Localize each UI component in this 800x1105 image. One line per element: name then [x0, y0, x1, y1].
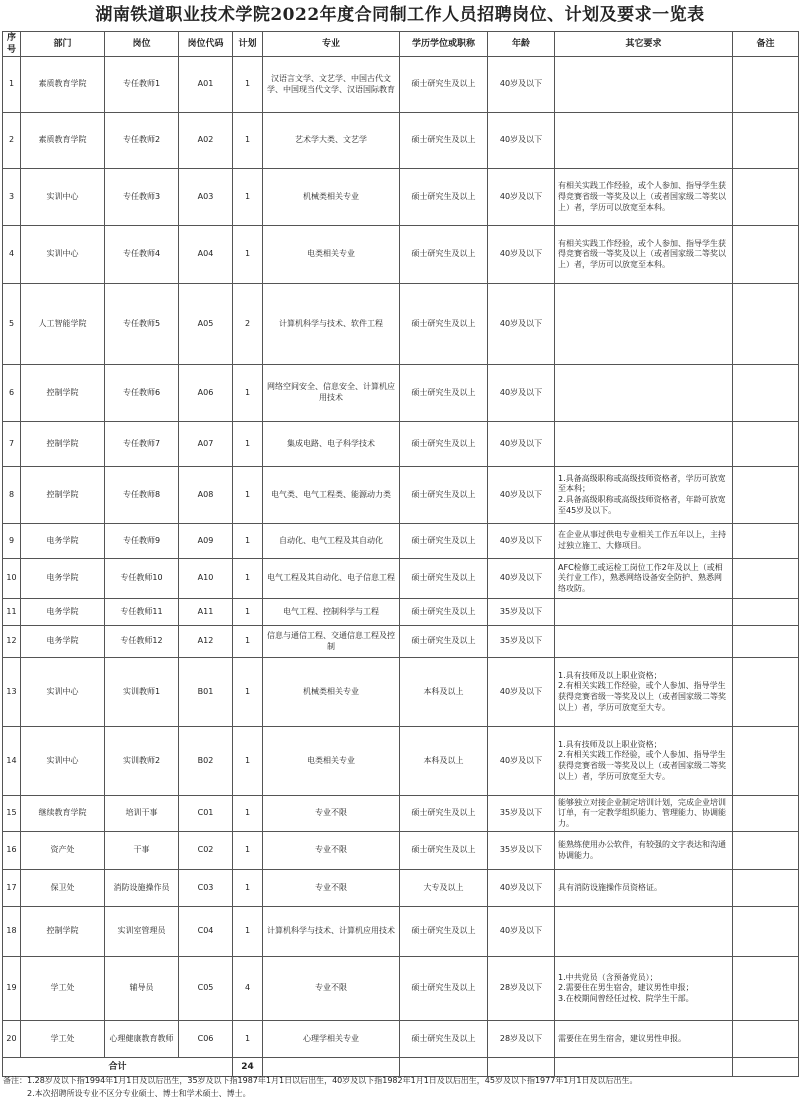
- remarks: [733, 169, 799, 226]
- other-requirements: 具有消防设施操作员资格证。: [555, 870, 733, 907]
- education: 硕士研究生及以上: [400, 957, 488, 1021]
- post-code: A08: [179, 467, 233, 524]
- other-requirements: 1.具有技师及以上职业资格； 2.有相关实践工作经验，或个人参加、指导学生获得竞赛省级一等奖及以上（或者国家级二等奖以上）者，学历可放宽至大专。: [555, 658, 733, 727]
- remarks: [733, 226, 799, 284]
- major: 网络空间安全、信息安全、计算机应用技术: [263, 365, 400, 422]
- row-number: 2: [3, 113, 21, 169]
- table-row: [3, 113, 799, 169]
- department: 实训中心: [21, 727, 105, 796]
- header-cell: 部门: [21, 32, 105, 57]
- other-requirements: [555, 907, 733, 957]
- education: 硕士研究生及以上: [400, 422, 488, 467]
- post-code: A03: [179, 169, 233, 226]
- page-title: 湖南铁道职业技术学院2022年度合同制工作人员招聘岗位、计划及要求一览表: [95, 5, 705, 25]
- education: 硕士研究生及以上: [400, 907, 488, 957]
- age-limit: 28岁及以下: [488, 957, 555, 1021]
- plan-count: 2: [233, 284, 263, 365]
- age-limit: 28岁及以下: [488, 1021, 555, 1058]
- other-requirements: 1.中共党员（含预备党员）； 2.需要住在男生宿舍，建议男性申报； 3.在校期间曾经任过校、院学生干部。: [555, 957, 733, 1021]
- remarks: [733, 796, 799, 832]
- other-requirements: 1.具备高级职称或高级技师资格者，学历可放宽至本科； 2.具备高级职称或高级技师资格者，年龄可放宽至45岁及以下。: [555, 467, 733, 524]
- remarks: [733, 57, 799, 113]
- row-number: 4: [3, 226, 21, 284]
- header-cell: 岗位代码: [179, 32, 233, 57]
- major: 艺术学大类、文艺学: [263, 113, 400, 169]
- department: 实训中心: [21, 169, 105, 226]
- other-requirements: [555, 599, 733, 626]
- age-limit: 40岁及以下: [488, 870, 555, 907]
- post-name: 培训干事: [105, 796, 179, 832]
- row-number: 20: [3, 1021, 21, 1058]
- header-cell: 序号: [3, 32, 21, 57]
- table-row: [3, 727, 799, 796]
- remarks: [733, 1021, 799, 1058]
- post-code: A04: [179, 226, 233, 284]
- post-code: B02: [179, 727, 233, 796]
- post-name: 辅导员: [105, 957, 179, 1021]
- education: 硕士研究生及以上: [400, 365, 488, 422]
- other-requirements: 能够独立对接企业制定培训计划，完成企业培训订单，有一定教学组织能力、管理能力、协调能力。: [555, 796, 733, 832]
- education: 硕士研究生及以上: [400, 1021, 488, 1058]
- row-number: 8: [3, 467, 21, 524]
- age-limit: 35岁及以下: [488, 626, 555, 658]
- department: 电务学院: [21, 559, 105, 599]
- department: 保卫处: [21, 870, 105, 907]
- department: 学工处: [21, 957, 105, 1021]
- other-requirements: [555, 57, 733, 113]
- footnotes: [3, 1074, 797, 1100]
- department: 控制学院: [21, 467, 105, 524]
- table-row: [3, 907, 799, 957]
- table-body: [3, 57, 799, 1058]
- education: 硕士研究生及以上: [400, 57, 488, 113]
- post-name: 专任教师12: [105, 626, 179, 658]
- major: 集成电路、电子科学技术: [263, 422, 400, 467]
- age-limit: 40岁及以下: [488, 559, 555, 599]
- plan-count: 1: [233, 832, 263, 870]
- other-requirements: [555, 113, 733, 169]
- remarks: [733, 524, 799, 559]
- major: 计算机科学与技术、计算机应用技术: [263, 907, 400, 957]
- post-name: 实训教师1: [105, 658, 179, 727]
- age-limit: 40岁及以下: [488, 422, 555, 467]
- total-plan: 24: [233, 1058, 263, 1077]
- row-number: 12: [3, 626, 21, 658]
- remarks: [733, 599, 799, 626]
- post-code: C02: [179, 832, 233, 870]
- plan-count: 1: [233, 599, 263, 626]
- education: 硕士研究生及以上: [400, 226, 488, 284]
- remarks: [733, 365, 799, 422]
- table-row: [3, 1021, 799, 1058]
- major: 专业不限: [263, 796, 400, 832]
- post-name: 干事: [105, 832, 179, 870]
- age-limit: 40岁及以下: [488, 467, 555, 524]
- education: 硕士研究生及以上: [400, 626, 488, 658]
- post-code: B01: [179, 658, 233, 727]
- row-number: 17: [3, 870, 21, 907]
- department: 素质教育学院: [21, 57, 105, 113]
- plan-count: 1: [233, 1021, 263, 1058]
- post-code: A07: [179, 422, 233, 467]
- plan-count: 1: [233, 365, 263, 422]
- row-number: 11: [3, 599, 21, 626]
- post-name: 专任教师11: [105, 599, 179, 626]
- age-limit: 40岁及以下: [488, 365, 555, 422]
- department: 控制学院: [21, 422, 105, 467]
- education: 硕士研究生及以上: [400, 284, 488, 365]
- remarks: [733, 907, 799, 957]
- major: 电类相关专业: [263, 226, 400, 284]
- plan-count: 1: [233, 226, 263, 284]
- remarks: [733, 727, 799, 796]
- other-requirements: [555, 422, 733, 467]
- education: 硕士研究生及以上: [400, 832, 488, 870]
- major: 汉语言文学、文艺学、中国古代文学、中国现当代文学、汉语国际教育: [263, 57, 400, 113]
- major: 机械类相关专业: [263, 169, 400, 226]
- header-cell: 岗位: [105, 32, 179, 57]
- plan-count: 1: [233, 796, 263, 832]
- other-requirements: 能熟练使用办公软件，有较强的文字表达和沟通协调能力。: [555, 832, 733, 870]
- post-name: 专任教师2: [105, 113, 179, 169]
- major: 专业不限: [263, 957, 400, 1021]
- post-name: 专任教师10: [105, 559, 179, 599]
- total-label: 合计: [3, 1058, 233, 1077]
- row-number: 7: [3, 422, 21, 467]
- post-code: A05: [179, 284, 233, 365]
- post-code: C01: [179, 796, 233, 832]
- plan-count: 1: [233, 626, 263, 658]
- age-limit: 40岁及以下: [488, 226, 555, 284]
- table-row: [3, 626, 799, 658]
- age-limit: 40岁及以下: [488, 169, 555, 226]
- remarks: [733, 559, 799, 599]
- major: 专业不限: [263, 870, 400, 907]
- age-limit: 40岁及以下: [488, 113, 555, 169]
- education: 本科及以上: [400, 658, 488, 727]
- row-number: 6: [3, 365, 21, 422]
- row-number: 1: [3, 57, 21, 113]
- row-number: 13: [3, 658, 21, 727]
- post-name: 专任教师6: [105, 365, 179, 422]
- post-code: A06: [179, 365, 233, 422]
- post-code: A10: [179, 559, 233, 599]
- remarks: [733, 467, 799, 524]
- post-code: A09: [179, 524, 233, 559]
- age-limit: 35岁及以下: [488, 599, 555, 626]
- post-code: C06: [179, 1021, 233, 1058]
- other-requirements: 1.具有技师及以上职业资格； 2.有相关实践工作经验，或个人参加、指导学生获得竞赛省级一等奖及以上（或者国家级二等奖以上）者，学历可放宽至大专。: [555, 727, 733, 796]
- post-code: C03: [179, 870, 233, 907]
- department: 学工处: [21, 1021, 105, 1058]
- department: 实训中心: [21, 658, 105, 727]
- department: 电务学院: [21, 524, 105, 559]
- department: 电务学院: [21, 626, 105, 658]
- department: 控制学院: [21, 365, 105, 422]
- plan-count: 4: [233, 957, 263, 1021]
- education: 大专及以上: [400, 870, 488, 907]
- plan-count: 1: [233, 559, 263, 599]
- department: 继续教育学院: [21, 796, 105, 832]
- plan-count: 1: [233, 870, 263, 907]
- education: 本科及以上: [400, 727, 488, 796]
- header-cell: 其它要求: [555, 32, 733, 57]
- other-requirements: 有相关实践工作经验，或个人参加、指导学生获得竞赛省级一等奖及以上（或者国家级二等奖以上）者，学历可以放宽至本科。: [555, 169, 733, 226]
- plan-count: 1: [233, 169, 263, 226]
- education: 硕士研究生及以上: [400, 467, 488, 524]
- post-name: 实训室管理员: [105, 907, 179, 957]
- education: 硕士研究生及以上: [400, 524, 488, 559]
- footnote-line: 备注：1.28岁及以下指1994年1月1日及以后出生，35岁及以下指1987年1月1日以后出生，40岁及以下指1982年1月1日及以后出生，45岁及以下指1977年1月1日及以后出生。: [3, 1076, 638, 1085]
- post-name: 专任教师8: [105, 467, 179, 524]
- remarks: [733, 957, 799, 1021]
- row-number: 3: [3, 169, 21, 226]
- post-name: 实训教师2: [105, 727, 179, 796]
- remarks: [733, 284, 799, 365]
- age-limit: 40岁及以下: [488, 658, 555, 727]
- post-name: 专任教师4: [105, 226, 179, 284]
- age-limit: 40岁及以下: [488, 907, 555, 957]
- row-number: 14: [3, 727, 21, 796]
- post-code: C05: [179, 957, 233, 1021]
- major: 自动化、电气工程及其自动化: [263, 524, 400, 559]
- table-row: [3, 559, 799, 599]
- plan-count: 1: [233, 907, 263, 957]
- major: 专业不限: [263, 832, 400, 870]
- footnote-line: 2.本次招聘所设专业不区分专业硕士、博士和学术硕士、博士。: [3, 1089, 251, 1098]
- table-row: [3, 870, 799, 907]
- header-cell: 备注: [733, 32, 799, 57]
- table-row: [3, 57, 799, 113]
- department: 实训中心: [21, 226, 105, 284]
- header-cell: 年龄: [488, 32, 555, 57]
- plan-count: 1: [233, 727, 263, 796]
- other-requirements: AFC检修工或运检工岗位工作2年及以上（或相关行业工作），熟悉网络设备安全防护、熟悉网络攻防。: [555, 559, 733, 599]
- recruitment-table: [2, 31, 799, 1077]
- major: 机械类相关专业: [263, 658, 400, 727]
- education: 硕士研究生及以上: [400, 113, 488, 169]
- plan-count: 1: [233, 113, 263, 169]
- header-cell: 计划: [233, 32, 263, 57]
- header-cell: 专业: [263, 32, 400, 57]
- post-name: 心理健康教育教师: [105, 1021, 179, 1058]
- row-number: 18: [3, 907, 21, 957]
- age-limit: 40岁及以下: [488, 284, 555, 365]
- table-row: [3, 599, 799, 626]
- post-name: 专任教师3: [105, 169, 179, 226]
- age-limit: 35岁及以下: [488, 796, 555, 832]
- row-number: 9: [3, 524, 21, 559]
- table-row: [3, 524, 799, 559]
- plan-count: 1: [233, 524, 263, 559]
- remarks: [733, 658, 799, 727]
- header-cell: 学历学位或职称: [400, 32, 488, 57]
- other-requirements: 有相关实践工作经验，或个人参加、指导学生获得竞赛省级一等奖及以上（或者国家级二等奖以上）者，学历可以放宽至本科。: [555, 226, 733, 284]
- row-number: 19: [3, 957, 21, 1021]
- major: 电类相关专业: [263, 727, 400, 796]
- post-name: 专任教师7: [105, 422, 179, 467]
- table-row: [3, 658, 799, 727]
- post-name: 消防设施操作员: [105, 870, 179, 907]
- plan-count: 1: [233, 422, 263, 467]
- remarks: [733, 832, 799, 870]
- remarks: [733, 870, 799, 907]
- row-number: 16: [3, 832, 21, 870]
- education: 硕士研究生及以上: [400, 599, 488, 626]
- post-code: A11: [179, 599, 233, 626]
- major: 心理学相关专业: [263, 1021, 400, 1058]
- plan-count: 1: [233, 467, 263, 524]
- remarks: [733, 422, 799, 467]
- major: 电气类、电气工程类、能源动力类: [263, 467, 400, 524]
- post-name: 专任教师5: [105, 284, 179, 365]
- age-limit: 40岁及以下: [488, 524, 555, 559]
- education: 硕士研究生及以上: [400, 796, 488, 832]
- plan-count: 1: [233, 57, 263, 113]
- post-code: A01: [179, 57, 233, 113]
- table-row: [3, 796, 799, 832]
- header-row: [3, 32, 799, 57]
- department: 素质教育学院: [21, 113, 105, 169]
- age-limit: 40岁及以下: [488, 727, 555, 796]
- post-code: C04: [179, 907, 233, 957]
- table-row: [3, 467, 799, 524]
- department: 控制学院: [21, 907, 105, 957]
- other-requirements: [555, 284, 733, 365]
- table-row: [3, 169, 799, 226]
- post-code: A12: [179, 626, 233, 658]
- major: 电气工程、控制科学与工程: [263, 599, 400, 626]
- department: 人工智能学院: [21, 284, 105, 365]
- table-row: [3, 832, 799, 870]
- age-limit: 35岁及以下: [488, 832, 555, 870]
- post-code: A02: [179, 113, 233, 169]
- education: 硕士研究生及以上: [400, 559, 488, 599]
- major: 计算机科学与技术、软件工程: [263, 284, 400, 365]
- plan-count: 1: [233, 658, 263, 727]
- other-requirements: [555, 365, 733, 422]
- major: 电气工程及其自动化、电子信息工程: [263, 559, 400, 599]
- department: 资产处: [21, 832, 105, 870]
- post-name: 专任教师1: [105, 57, 179, 113]
- row-number: 10: [3, 559, 21, 599]
- other-requirements: 在企业从事过供电专业相关工作五年以上，主持过独立施工、大修项目。: [555, 524, 733, 559]
- major: 信息与通信工程、交通信息工程及控制: [263, 626, 400, 658]
- row-number: 15: [3, 796, 21, 832]
- department: 电务学院: [21, 599, 105, 626]
- remarks: [733, 113, 799, 169]
- other-requirements: [555, 626, 733, 658]
- post-name: 专任教师9: [105, 524, 179, 559]
- table-row: [3, 957, 799, 1021]
- table-row: [3, 422, 799, 467]
- table-row: [3, 226, 799, 284]
- education: 硕士研究生及以上: [400, 169, 488, 226]
- age-limit: 40岁及以下: [488, 57, 555, 113]
- table-row: [3, 284, 799, 365]
- other-requirements: 需要住在男生宿舍，建议男性申报。: [555, 1021, 733, 1058]
- table-row: [3, 365, 799, 422]
- row-number: 5: [3, 284, 21, 365]
- remarks: [733, 626, 799, 658]
